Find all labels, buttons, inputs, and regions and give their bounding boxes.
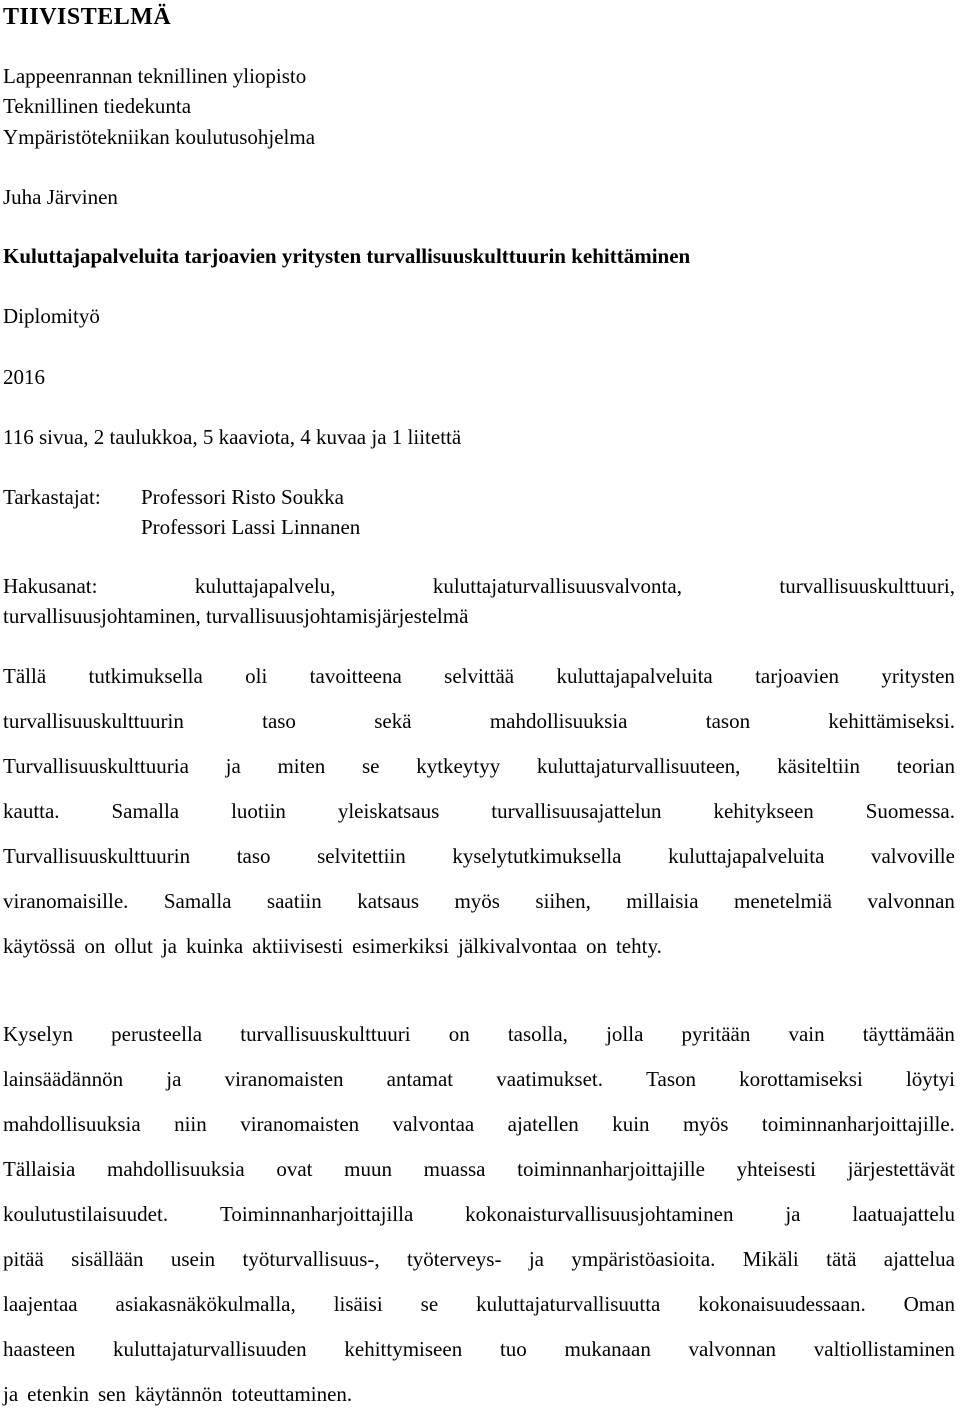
word: yritysten — [881, 664, 955, 688]
word: yhteisesti — [736, 1157, 816, 1181]
word: koulutustilaisuudet. — [3, 1202, 169, 1226]
word: ja — [166, 1067, 182, 1091]
word: sekä — [374, 709, 412, 733]
word: kokonaisuudessaan. — [698, 1292, 866, 1316]
word: kuinka — [186, 934, 244, 958]
word: toiminnanharjoittajille. — [761, 1112, 955, 1136]
word: työterveys- — [406, 1247, 502, 1271]
thesis-type: Diplomityö — [3, 304, 100, 328]
word: Turvallisuuskulttuuria — [3, 754, 189, 778]
paragraph-line — [3, 1237, 955, 1282]
paragraph-line — [3, 879, 955, 924]
keyword: kuluttajaturvallisuusvalvonta, — [432, 574, 682, 598]
paragraph-line — [3, 1057, 955, 1102]
word: on — [448, 1022, 470, 1046]
word: sisällään — [71, 1247, 144, 1271]
word: miten — [277, 754, 326, 778]
paragraph-line — [3, 1147, 955, 1192]
word: katsaus — [357, 889, 420, 913]
word: sen — [97, 1382, 126, 1406]
word: turvallisuuskulttuurin — [3, 709, 184, 733]
word: vain — [788, 1022, 825, 1046]
word: selvitettiin — [317, 844, 406, 868]
paragraph-line — [3, 834, 955, 879]
word: Oman — [903, 1292, 955, 1316]
abstract-paragraph-2 — [3, 1012, 955, 1417]
paragraph-line — [3, 1012, 955, 1057]
keywords-line-2: turvallisuusjohtaminen, turvallisuusjohtamisjärjestelmä — [3, 604, 469, 628]
word: oli — [245, 664, 268, 688]
word: viranomaisten — [240, 1112, 360, 1136]
word: yleiskatsaus — [337, 799, 440, 823]
word: Toiminnanharjoittajilla — [219, 1202, 414, 1226]
word: niin — [174, 1112, 207, 1136]
word: kuin — [612, 1112, 650, 1136]
word: Tällä — [3, 664, 47, 688]
word: perusteella — [111, 1022, 203, 1046]
word: se — [362, 754, 380, 778]
word: laatuajattelu — [852, 1202, 955, 1226]
word: kuluttajaturvallisuuteen, — [536, 754, 741, 778]
word: Mikäli — [742, 1247, 799, 1271]
word: Suomessa. — [865, 799, 955, 823]
word: antamat — [386, 1067, 454, 1091]
word: muun — [344, 1157, 392, 1181]
word: ja — [528, 1247, 544, 1271]
word: kytkeytyy — [416, 754, 501, 778]
word: jolla — [606, 1022, 644, 1046]
paragraph-line — [3, 654, 955, 699]
word: mahdollisuuksia — [3, 1112, 141, 1136]
paragraph-line — [3, 1327, 955, 1372]
word: valvontaa — [392, 1112, 475, 1136]
word: löytyi — [905, 1067, 955, 1091]
word: ollut — [114, 934, 153, 958]
word: Turvallisuuskulttuurin — [3, 844, 191, 868]
word: turvallisuuskulttuuri — [240, 1022, 411, 1046]
word: mahdollisuuksia — [489, 709, 628, 733]
word: valtiollistaminen — [813, 1337, 955, 1361]
word: kuluttajapalveluita — [556, 664, 713, 688]
word: toteuttaminen. — [231, 1382, 353, 1406]
word: ympäristöasioita. — [571, 1247, 716, 1271]
paragraph-line — [3, 924, 955, 969]
word: täyttämään — [862, 1022, 955, 1046]
word: viranomaisille. — [3, 889, 129, 913]
word: muassa — [423, 1157, 486, 1181]
abstract-paragraph-1 — [3, 654, 955, 969]
author-name: Juha Järvinen — [3, 185, 118, 209]
examiners-label: Tarkastajat: — [3, 485, 101, 509]
word: ajattelua — [883, 1247, 955, 1271]
word: Kyselyn — [3, 1022, 73, 1046]
word: vaatimukset. — [496, 1067, 604, 1091]
word: mukanaan — [564, 1337, 651, 1361]
word: taso — [236, 844, 271, 868]
word: kautta. — [3, 799, 60, 823]
word: Samalla — [111, 799, 180, 823]
word: Tällaisia — [3, 1157, 76, 1181]
word: menetelmiä — [734, 889, 832, 913]
word: Tason — [646, 1067, 697, 1091]
paragraph-line — [3, 1102, 955, 1147]
word: selvittää — [444, 664, 515, 688]
word: valvonnan — [867, 889, 955, 913]
programme-name: Ympäristötekniikan koulutusohjelma — [3, 125, 316, 149]
word: toiminnanharjoittajille — [517, 1157, 705, 1181]
word: ja — [785, 1202, 801, 1226]
word: kehittämiseksi. — [828, 709, 955, 733]
word: kuluttajaturvallisuuden — [113, 1337, 307, 1361]
paragraph-line — [3, 1192, 955, 1237]
word: usein — [170, 1247, 216, 1271]
word: pyritään — [681, 1022, 751, 1046]
word: järjestettävät — [847, 1157, 955, 1181]
word: myös — [682, 1112, 729, 1136]
word: korottamiseksi — [739, 1067, 863, 1091]
word: työturvallisuus-, — [242, 1247, 380, 1271]
word: pitää — [3, 1247, 44, 1271]
word: esimerkiksi — [352, 934, 449, 958]
word: valvonnan — [688, 1337, 777, 1361]
word: ja — [225, 754, 241, 778]
keywords-line-1 — [3, 573, 955, 599]
word: kyselytutkimuksella — [452, 844, 622, 868]
word: se — [420, 1292, 439, 1316]
word: tuo — [499, 1337, 527, 1361]
word: valvoville — [870, 844, 955, 868]
paragraph-line — [3, 789, 955, 834]
word: etenkin — [27, 1382, 89, 1406]
paragraph-line — [3, 744, 955, 789]
keywords-label: Hakusanat: — [3, 574, 98, 598]
word: mahdollisuuksia — [106, 1157, 245, 1181]
word: kehittymiseen — [344, 1337, 463, 1361]
paragraph-line — [3, 699, 955, 744]
word: turvallisuusajattelun — [491, 799, 662, 823]
word: laajentaa — [3, 1292, 78, 1316]
word: myös — [454, 889, 500, 913]
examiner-2: Professori Lassi Linnanen — [141, 515, 361, 539]
word: luotiin — [231, 799, 286, 823]
word: tutkimuksella — [88, 664, 203, 688]
word: lisäisi — [333, 1292, 383, 1316]
keyword: kuluttajapalvelu, — [194, 574, 336, 598]
word: käytännön — [134, 1382, 223, 1406]
word: asiakasnäkökulmalla, — [115, 1292, 296, 1316]
word: on — [84, 934, 106, 958]
word: taso — [262, 709, 296, 733]
word: ja — [161, 934, 177, 958]
word: lainsäädännön — [3, 1067, 124, 1091]
word: ovat — [276, 1157, 313, 1181]
word: on — [585, 934, 607, 958]
word: tasolla, — [507, 1022, 568, 1046]
word: haasteen — [3, 1337, 76, 1361]
word: tehty. — [615, 934, 662, 958]
word: saatiin — [266, 889, 322, 913]
word: millaisia — [626, 889, 699, 913]
word: kuluttajaturvallisuutta — [476, 1292, 661, 1316]
university-name: Lappeenrannan teknillinen yliopisto — [3, 64, 307, 88]
word: kuluttajapalveluita — [668, 844, 825, 868]
word: jälkivalvontaa — [457, 934, 577, 958]
word: aktiivisesti — [252, 934, 344, 958]
word: Samalla — [163, 889, 232, 913]
paragraph-line — [3, 1372, 955, 1417]
word: tarjoavien — [755, 664, 840, 688]
word: tason — [705, 709, 751, 733]
word: kokonaisturvallisuusjohtaminen — [465, 1202, 734, 1226]
word: käsiteltiin — [777, 754, 860, 778]
word: ja — [3, 1382, 19, 1406]
word: käytössä — [3, 934, 76, 958]
examiner-1: Professori Risto Soukka — [141, 485, 345, 509]
thesis-title: Kuluttajapalveluita tarjoavien yritysten turvallisuuskulttuurin kehittäminen — [3, 244, 691, 268]
word: tavoitteena — [309, 664, 402, 688]
faculty-name: Teknillinen tiedekunta — [3, 94, 192, 118]
thesis-extent: 116 sivua, 2 taulukkoa, 5 kaaviota, 4 kuvaa ja 1 liitettä — [3, 425, 462, 449]
keyword: turvallisuuskulttuuri, — [779, 574, 955, 598]
paragraph-line — [3, 1282, 955, 1327]
thesis-year: 2016 — [3, 365, 45, 389]
word: siihen, — [535, 889, 591, 913]
word: viranomaisten — [224, 1067, 344, 1091]
word: tätä — [826, 1247, 857, 1271]
page-heading: TIIVISTELMÄ — [3, 4, 172, 30]
word: kehitykseen — [713, 799, 814, 823]
word: teorian — [896, 754, 955, 778]
word: ajatellen — [507, 1112, 579, 1136]
